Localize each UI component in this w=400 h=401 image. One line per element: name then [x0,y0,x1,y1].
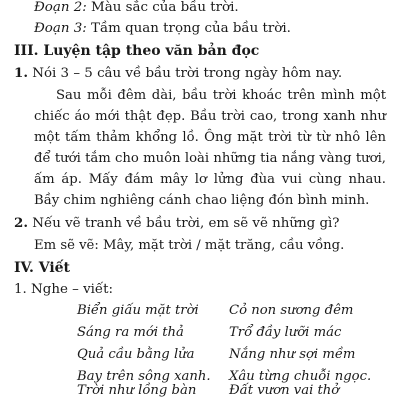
section3-heading: III. Luyện tập theo văn bản đọc [14,43,260,59]
question1-answer: Sau mỗi đêm dài, bầu trời khoác trên mình một chiếc áo mới thật đẹp. Bầu trời cao, trong xanh như một tấm thảm khổng lồ. Ông mặt trời từ từ nhô lên để tưới tắm cho muôn loài những tia nắng vàng tươi, ấm áp. Mấy đám mây lơ lửng đùa vui cùng nhau. Bầy chim nghiêng cánh chao liệng đón bình minh. [34,88,386,208]
nghe-viet-label: 1. Nghe – viết: [14,282,114,297]
doan3-text: Tầm quan trọng của bầu trời. [86,21,291,36]
poem-line: Quả cầu bằng lửa [77,347,195,362]
poem-line: Đất vươn vai thở [229,383,340,398]
poem-line: Trời như lồng bàn [77,383,197,398]
poem-line: Xâu từng chuỗi ngọc. [229,369,372,384]
question2 [14,213,340,234]
question2-prompt: Nếu vẽ tranh về bầu trời, em sẽ vẽ những gì? [27,216,340,231]
doan3-line [34,19,291,39]
question1-number: 1. [14,65,28,81]
question1 [14,63,342,84]
doan2-text: Màu sắc của bầu trời. [86,0,239,15]
doan2-line [34,0,239,18]
section4-heading: IV. Viết [14,260,71,276]
doan2-label: Đoạn 2: [34,0,87,15]
poem-line: Nắng như sợi mềm [229,347,356,362]
question2-answer: Em sẽ vẽ: Mây, mặt trời / mặt trăng, cầu vồng. [34,238,345,253]
poem-line: Sáng ra mới thả [77,325,184,340]
poem-line: Bay trên sông xanh. [77,369,211,384]
poem-line: Biển giấu mặt trời [77,303,199,318]
poem-line: Cỏ non sương đêm [229,303,354,318]
question1-prompt: Nói 3 – 5 câu về bầu trời trong ngày hôm nay. [27,66,343,81]
doan3-label: Đoạn 3: [34,21,87,36]
question2-number: 2. [14,215,28,231]
poem-line: Trổ đầy lưỡi mác [229,325,342,340]
